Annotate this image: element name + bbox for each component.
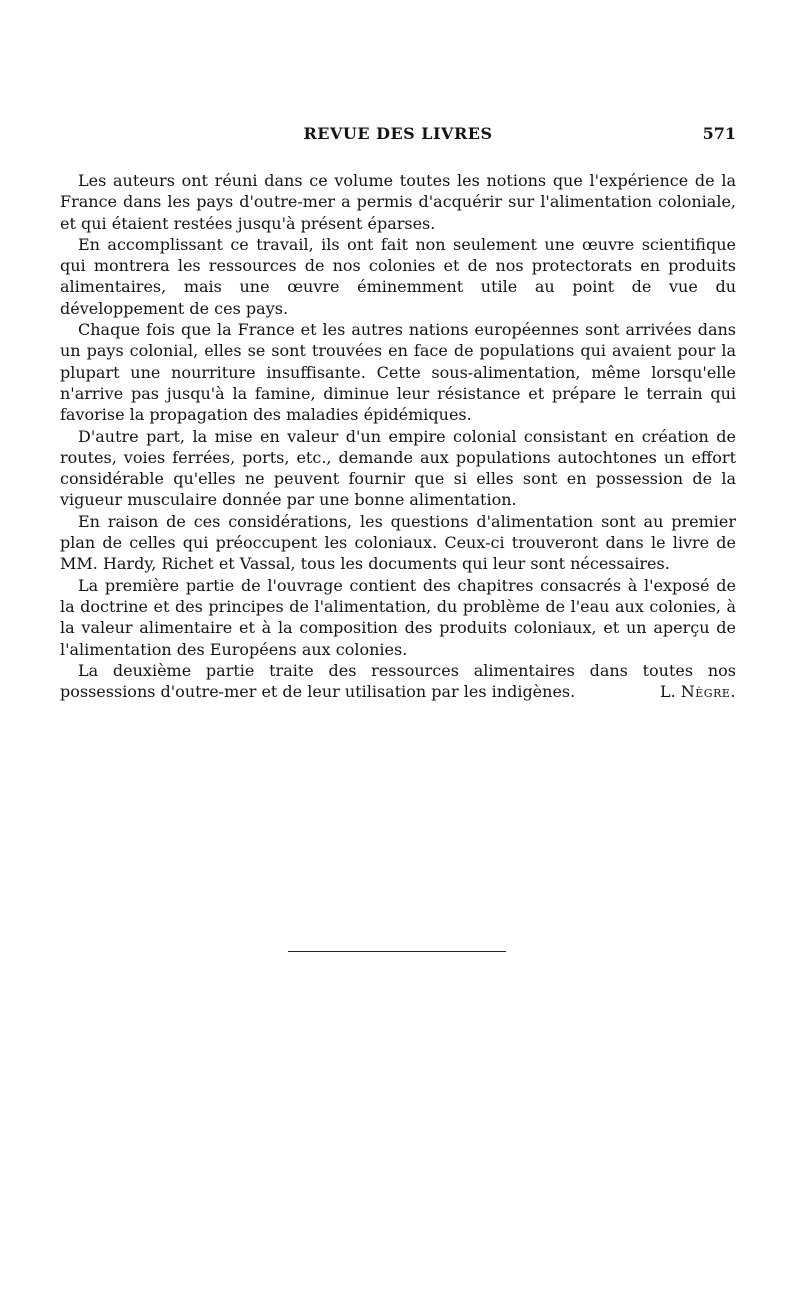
section-divider-rule [288,951,506,952]
paragraph-with-signature [60,660,736,703]
running-head [60,124,736,148]
paragraph-text: La deuxième partie traite des ressources alimentaires dans toutes nos possessions d'outre-mer et de leur utilisation par les indigènes. [60,660,736,702]
paragraph: La première partie de l'ouvrage contient des chapitres consacrés à l'exposé de la doctrine et des principes de l'alimentation, du problème de l'eau aux colonies, à la valeur alimentaire et à la composition des produits coloniaux, et un aperçu de l'alimentation des Européens aux colonies. [60,575,736,659]
signature-initial: L. [659,682,676,702]
review-body [60,170,736,702]
signature-surname: Nègre. [680,682,736,702]
paragraph: Chaque fois que la France et les autres nations européennes sont arrivées dans un pays colonial, elles se sont trouvées en face de populations qui avaient pour la plupart une nourriture insuffisante. Cette sous-alimentation, même lorsqu'elle n'arrive pas jusqu'à la famine, diminue leur résistance et prépare le terrain qui favorise la propagation des maladies épidémiques. [60,320,736,425]
paragraph: En accomplissant ce travail, ils ont fait non seulement une œuvre scientifique qui montrera les ressources de nos colonies et de nos protectorats en produits alimentaires, mais une œuvre éminemment utile au point de vue du développement de ces pays. [60,234,736,318]
running-title: REVUE DES LIVRES [303,124,493,143]
paragraph: En raison de ces considérations, les questions d'alimentation sont au premier plan de celles qui préoccupent les coloniaux. Ceux-ci trouveront dans le livre de MM. Hardy, Richet et Vassal, tous les documents qui leur sont nécessaires. [60,511,736,574]
reviewer-signature [642,681,736,702]
paragraph: D'autre part, la mise en valeur d'un empire colonial consistant en création de routes, voies ferrées, ports, etc., demande aux populations autochtones un effort considérable qu'elles ne peuvent fournir que si elles sont en possession de la vigueur musculaire donnée par une bonne alimentation. [60,426,736,510]
paragraph: Les auteurs ont réuni dans ce volume toutes les notions que l'expérience de la France dans les pays d'outre-mer a permis d'acquérir sur l'alimentation coloniale, et qui étaient restées jusqu'à présent éparses. [60,171,736,233]
page-number: 571 [702,124,736,143]
